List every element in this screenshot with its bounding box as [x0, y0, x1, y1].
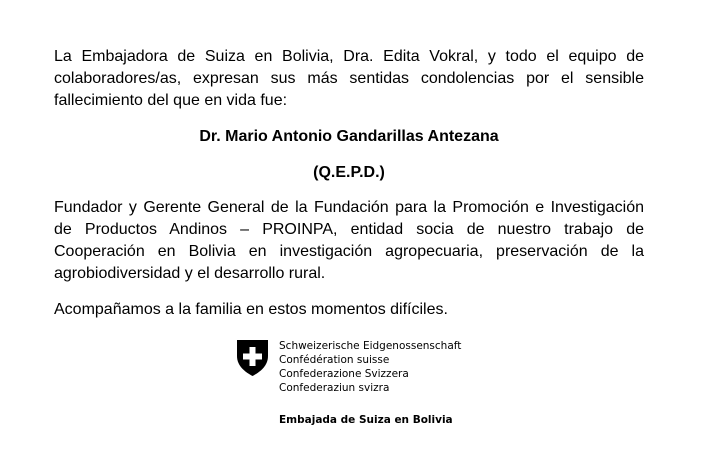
name-french: Confédération suisse — [279, 354, 390, 366]
deceased-name: Dr. Mario Antonio Gandarillas Antezana — [199, 128, 499, 145]
name-italian: Confederazione Svizzera — [279, 368, 409, 380]
name-german: Schweizerische Eidgenossenschaft — [279, 340, 462, 352]
intro-paragraph: La Embajadora de Suiza en Bolivia, Dra. Edita Vokral, y todo el equipo de colaboradores/as, expresan sus más sentidas condolencias por el sensible fallecimiento del que en vida fue: — [54, 48, 644, 109]
condolence-letter — [54, 46, 644, 321]
description-paragraph: Fundador y Gerente General de la Fundación para la Promoción e Investigación de Productos Andinos – PROINPA, entidad socia de nuestro trabajo de Cooperación en Bolivia en investigación agropecuaria, preservación de la agrobiodiversidad y el desarrollo rural. — [54, 199, 644, 282]
swiss-shield-icon — [236, 339, 269, 377]
name-romansh: Confederaziun svizra — [279, 382, 390, 394]
closing-paragraph: Acompañamos a la familia en estos momentos difíciles. — [54, 301, 448, 318]
embassy-name: Embajada de Suiza en Bolivia — [279, 414, 453, 426]
confederation-names — [279, 339, 461, 395]
qepd-label: (Q.E.P.D.) — [313, 164, 385, 181]
swiss-confederation-logo — [236, 338, 496, 398]
